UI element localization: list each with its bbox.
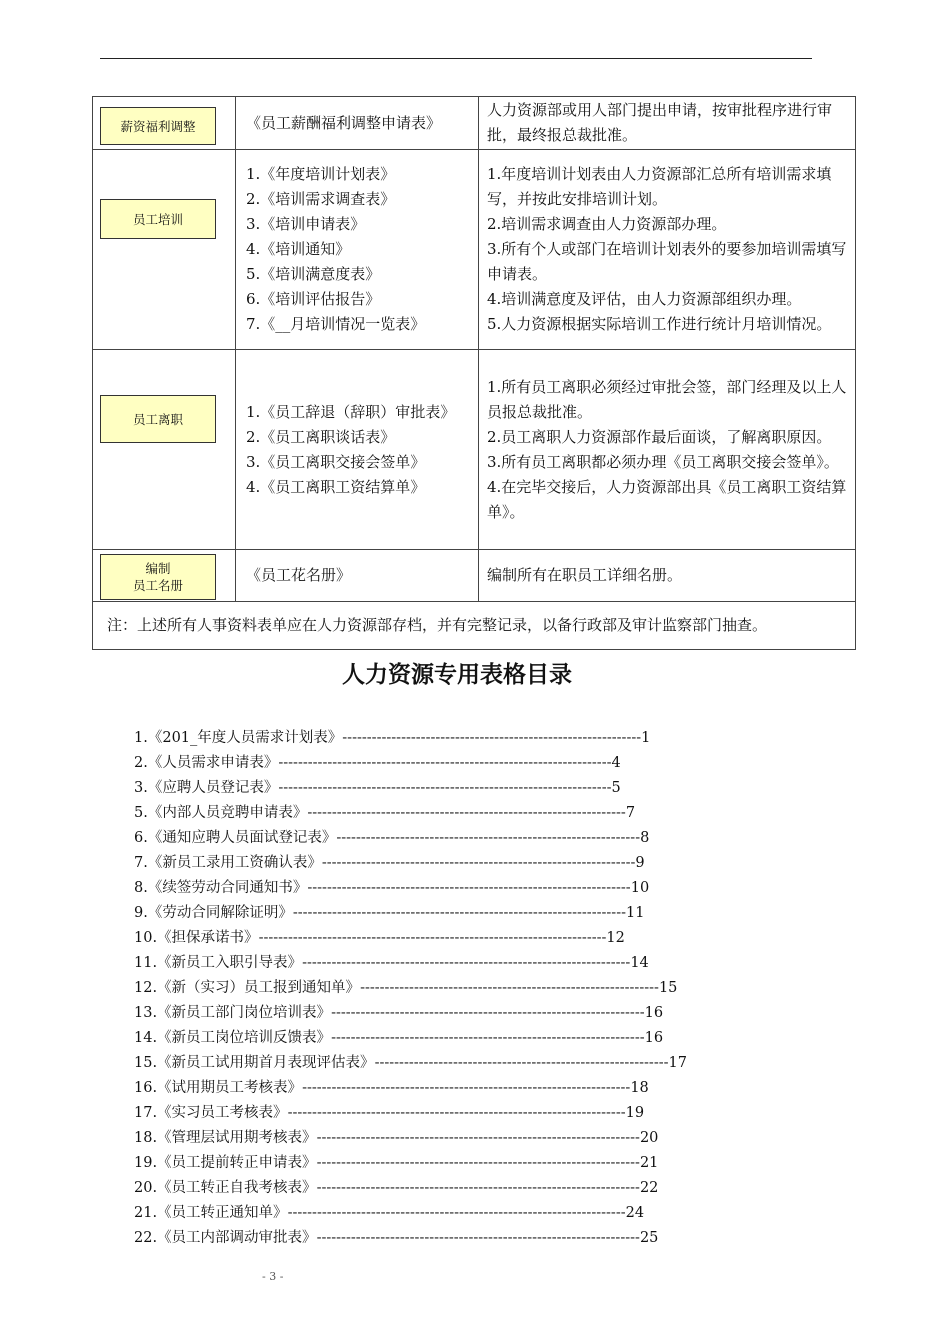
toc-item-name: 《人员需求申请表》 [147,755,279,771]
form-item: 7.《__月培训情况一览表》 [246,315,426,333]
toc-item-name: 《员工提前转正申请表》 [157,1155,317,1171]
form-item: 2.《员工离职谈话表》 [246,427,396,446]
note-text: 3.所有个人或部门在培训计划表外的要参加培训需填写申请表。 [487,240,847,283]
category-label [100,554,216,600]
toc-item [134,1101,834,1126]
toc-item-page: 1 [641,730,651,746]
toc-item-page: 9 [635,855,645,871]
form-item: 1.《员工辞退（辞职）审批表》 [246,402,456,421]
toc-list [134,726,834,1251]
toc-item-leader: ------------------------------------------------------------------- [302,955,631,971]
toc-item-page: 12 [606,930,625,946]
toc-item-number: 2. [134,755,148,771]
note-text: 1.所有员工离职必须经过审批会签，部门经理及以上人员报总裁批准。 [487,377,847,421]
toc-item-number: 8. [134,880,148,896]
toc-item-name: 《通知应聘人员面试登记表》 [147,830,337,846]
toc-item-name: 《员工内部调动审批表》 [157,1230,317,1246]
toc-item-leader: ------------------------------------------------------------------ [316,1230,640,1246]
toc-item-number: 6. [134,830,148,846]
toc-item [134,1201,834,1226]
toc-item-page: 14 [630,955,649,971]
toc-item-number: 19. [134,1155,158,1171]
toc-item-page: 4 [611,755,621,771]
note-text: 编制所有在职员工详细名册。 [487,566,683,584]
toc-item [134,1026,834,1051]
notes-cell [479,97,856,150]
toc-item-leader: ------------------------------------------------------------------ [316,1130,640,1146]
toc-item-name: 《应聘人员登记表》 [147,780,279,796]
toc-item-number: 14. [134,1030,158,1046]
table-row [93,97,856,150]
category-label-line: 员工名册 [132,578,183,593]
toc-item-leader: ------------------------------------------------------------------- [302,1080,631,1096]
toc-item-number: 13. [134,1005,158,1021]
toc-item [134,1151,834,1176]
toc-item-page: 16 [644,1030,664,1046]
toc-item-name: 《201_年度人员需求计划表》 [147,730,343,746]
note-text: 5.人力资源根据实际培训工作进行统计月培训情况。 [487,315,832,333]
toc-item-number: 7. [134,855,148,871]
form-item: 4.《培训通知》 [246,240,351,258]
toc-item-leader: --------------------------------------------------------------------- [287,1105,626,1121]
toc-item-page: 17 [668,1055,687,1071]
toc-item-name: 《管理层试用期考核表》 [157,1130,317,1146]
form-item: 6.《培训评估报告》 [246,290,381,308]
category-cell [93,97,236,150]
toc-item-page: 18 [630,1080,649,1096]
toc-item-leader: ------------------------------------------------------------------ [316,1155,640,1171]
toc-item-number: 22. [134,1230,158,1246]
notes-cell [479,350,856,550]
category-label: 员工离职 [100,395,216,443]
forms-cell [236,350,479,550]
toc-item-number: 18. [134,1130,158,1146]
table-row [93,150,856,350]
toc-item [134,801,834,826]
toc-item-page: 8 [640,830,650,846]
toc-title: 人力资源专用表格目录 [342,662,572,688]
toc-item-leader: ------------------------------------------------------------- [360,980,659,996]
toc-item-name: 《担保承诺书》 [157,930,259,946]
form-item: 1.《年度培训计划表》 [246,165,396,183]
form-item: 4.《员工离职工资结算单》 [246,477,426,496]
forms-cell [236,97,479,150]
note-text: 2.员工离职人力资源部作最后面谈，了解离职原因。 [487,427,832,446]
toc-item-name: 《新（实习）员工报到通知单》 [157,980,361,996]
note-text: 3.所有员工离职都必须办理《员工离职交接会签单》。 [487,452,839,471]
toc-item-page: 22 [639,1180,659,1196]
category-label-line: 编制 [145,561,171,576]
toc-item-name: 《内部人员竞聘申请表》 [147,805,308,821]
toc-item-leader: -------------------------------------------------------------- [336,830,641,846]
toc-item-leader: -------------------------------------------------------------------- [292,905,627,921]
toc-item-leader: -------------------------------------------------------------------- [278,780,612,796]
form-item: 3.《员工离职交接会签单》 [246,452,426,471]
table-footnote: 注：上述所有人事资料表单应在人力资源部存档，并有完整记录，以备行政部及审计监察部门抽查。 [93,602,856,650]
toc-item [134,1076,834,1101]
toc-item-page: 25 [639,1230,659,1246]
toc-item [134,726,834,751]
table-row [93,550,856,602]
toc-item [134,1051,834,1076]
toc-item [134,1001,834,1026]
toc-item [134,851,834,876]
toc-item-page: 21 [639,1155,659,1171]
toc-item-leader: ------------------------------------------------------------- [342,730,642,746]
toc-item-leader: --------------------------------------------------------------------- [287,1205,626,1221]
toc-item-name: 《劳动合同解除证明》 [147,905,293,921]
toc-item [134,926,834,951]
toc-item [134,1226,834,1251]
form-item: 《员工花名册》 [246,566,352,584]
toc-item [134,826,834,851]
table-row [93,350,856,550]
header-rule [100,58,812,59]
toc-item [134,976,834,1001]
category-cell [93,550,236,602]
toc-item-name: 《新员工试用期首月表现评估表》 [157,1055,375,1071]
category-cell [93,350,236,550]
toc-item-name: 《员工转正自我考核表》 [157,1180,317,1196]
toc-item-number: 5. [134,805,148,821]
note-text: 2.培训需求调查由人力资源部办理。 [487,215,727,233]
category-label: 员工培训 [100,199,216,239]
toc-item-page: 19 [625,1105,645,1121]
toc-item-page: 20 [639,1130,659,1146]
toc-item-number: 1. [134,730,148,746]
toc-item [134,751,834,776]
toc-item-number: 15. [134,1055,158,1071]
toc-item [134,951,834,976]
toc-item [134,1176,834,1201]
notes-cell [479,550,856,602]
notes-cell [479,150,856,350]
toc-item-number: 20. [134,1180,158,1196]
note-text: 人力资源部或用人部门提出申请，按审批程序进行审批，最终报总裁批准。 [487,101,833,144]
toc-item-page: 7 [625,805,636,821]
form-item: 3.《培训申请表》 [246,215,366,233]
note-text: 4.在完毕交接后，人力资源部出具《员工离职工资结算单》。 [487,477,847,521]
toc-item-leader: ---------------------------------------------------------------- [331,1030,645,1046]
toc-item [134,776,834,801]
toc-item-leader: ----------------------------------------------------------------- [307,805,626,821]
forms-cell [236,150,479,350]
toc-item-page: 10 [630,880,650,896]
note-text: 1.年度培训计划表由人力资源部汇总所有培训需求填写，并按此安排培训计划。 [487,165,832,208]
note-text: 4.培训满意度及评估，由人力资源部组织办理。 [487,290,802,308]
toc-item-number: 3. [134,780,148,796]
toc-item [134,876,834,901]
category-cell [93,150,236,350]
toc-item-page: 24 [625,1205,645,1221]
toc-item-page: 5 [611,780,621,796]
toc-item-leader: ------------------------------------------------------------------ [307,880,631,896]
toc-item-number: 12. [134,980,158,996]
toc-item-leader: ------------------------------------------------------------------ [316,1180,640,1196]
toc-item-leader: -------------------------------------------------------------------- [278,755,612,771]
toc-item-name: 《实习员工考核表》 [157,1105,288,1121]
toc-item-number: 16. [134,1080,158,1096]
toc-item-number: 11. [134,955,158,971]
toc-item-leader: ------------------------------------------------------------ [374,1055,669,1071]
toc-item-number: 21. [134,1205,158,1221]
toc-item-name: 《员工转正通知单》 [157,1205,288,1221]
toc-item-name: 《续签劳动合同通知书》 [147,880,308,896]
toc-item-leader: ---------------------------------------------------------------- [331,1005,645,1021]
page-number: - 3 - [262,1270,284,1283]
category-label: 薪资福利调整 [100,107,216,145]
toc-item-number: 17. [134,1105,158,1121]
toc-item-leader: ----------------------------------------------------------------------- [258,930,607,946]
toc-item-page: 16 [644,1005,664,1021]
table-row [93,602,856,650]
toc-item-number: 10. [134,930,158,946]
toc-item-name: 《新员工岗位培训反馈表》 [157,1030,332,1046]
form-item: 2.《培训需求调查表》 [246,190,396,208]
hr-forms-table [92,96,856,650]
toc-item-leader: ---------------------------------------------------------------- [321,855,636,871]
toc-item-name: 《新员工入职引导表》 [157,955,303,971]
toc-item [134,901,834,926]
toc-item [134,1126,834,1151]
toc-item-number: 9. [134,905,148,921]
toc-item-name: 《试用期员工考核表》 [157,1080,303,1096]
toc-item-name: 《新员工部门岗位培训表》 [157,1005,332,1021]
toc-item-name: 《新员工录用工资确认表》 [147,855,322,871]
form-item: 《员工薪酬福利调整申请表》 [246,113,442,132]
toc-item-page: 15 [658,980,678,996]
forms-cell [236,550,479,602]
toc-item-page: 11 [626,905,645,921]
form-item: 5.《培训满意度表》 [246,265,381,283]
